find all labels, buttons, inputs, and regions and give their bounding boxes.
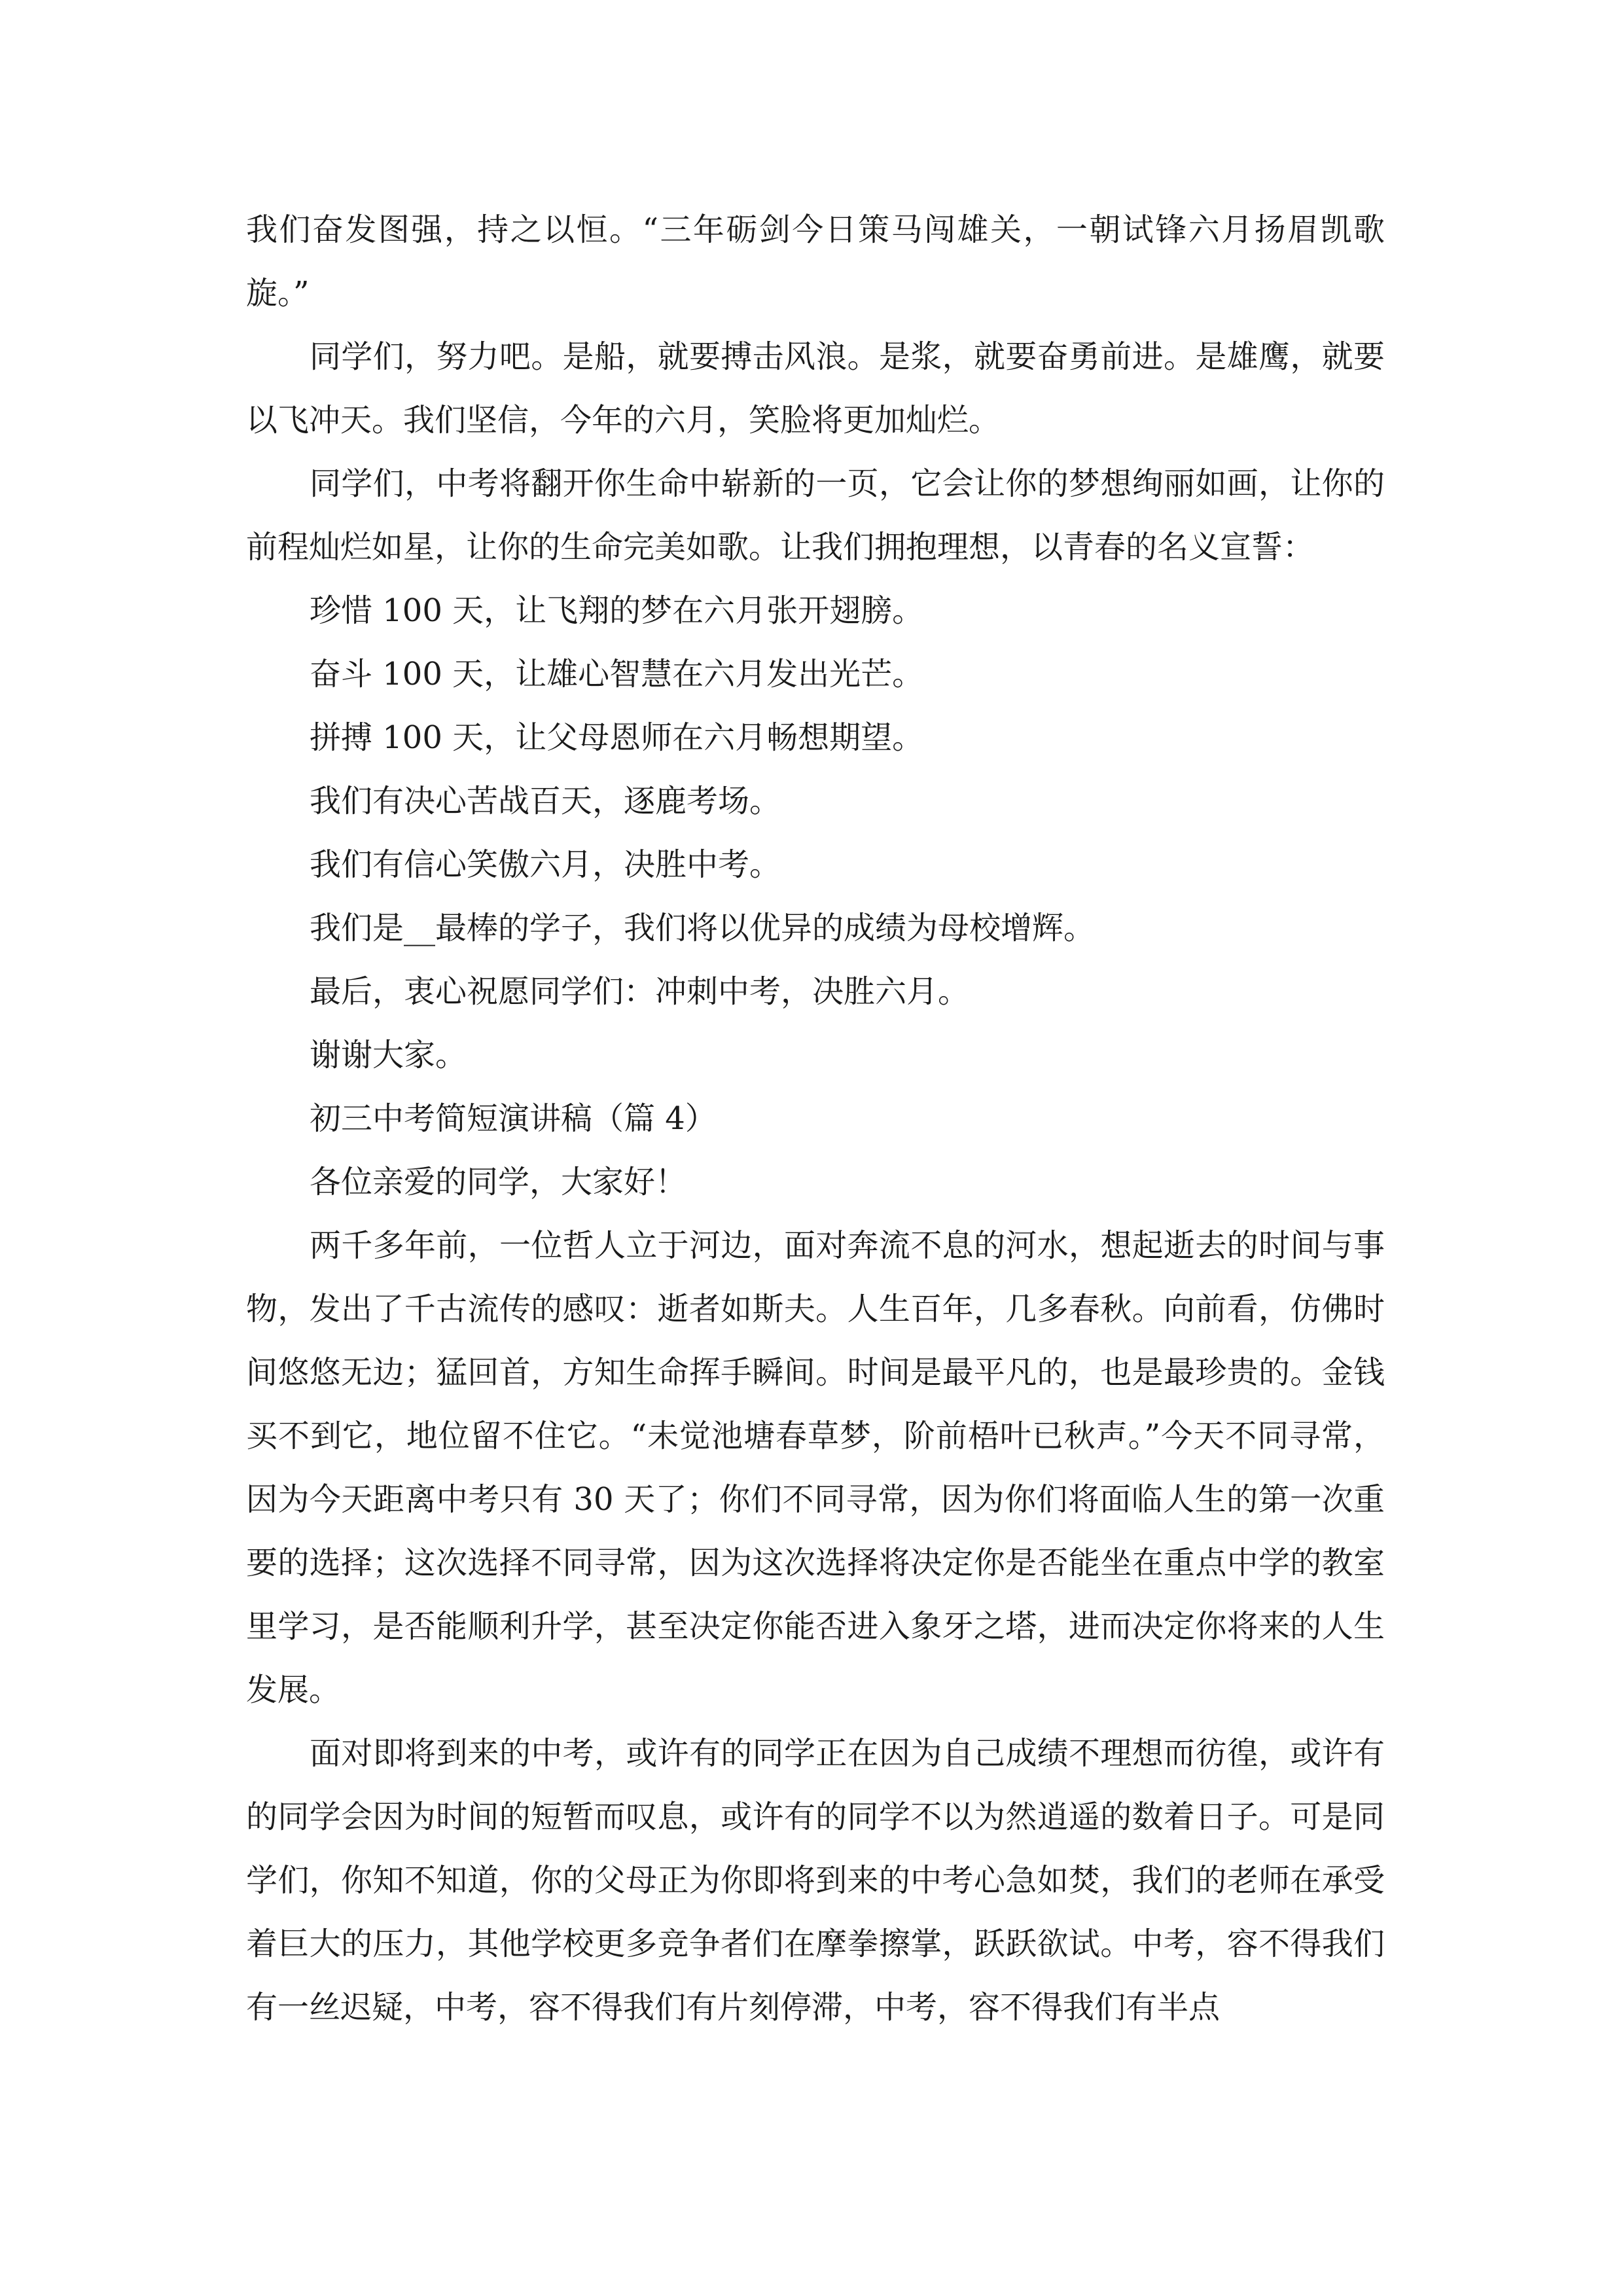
paragraph: 我们是__最棒的学子，我们将以优异的成绩为母校增辉。 bbox=[310, 910, 1096, 946]
paragraph: 我们奋发图强，持之以恒。“三年砺剑今日策马闯雄关，一朝试锋六月扬眉凯歌旋。” bbox=[246, 211, 1385, 312]
greeting: 各位亲爱的同学，大家好！ bbox=[310, 1164, 687, 1200]
paragraph: 奋斗 100 天，让雄心智慧在六月发出光芒。 bbox=[310, 656, 924, 692]
body-text bbox=[246, 198, 1385, 2039]
paragraph: 我们有信心笑傲六月，决胜中考。 bbox=[310, 846, 781, 883]
paragraph: 同学们，努力吧。是船，就要搏击风浪。是浆，就要奋勇前进。是雄鹰，就要以飞冲天。我们坚信，今年的六月，笑脸将更加灿烂。 bbox=[246, 338, 1385, 439]
paragraph: 谢谢大家。 bbox=[310, 1037, 467, 1073]
paragraph: 我们有决心苦战百天，逐鹿考场。 bbox=[310, 783, 781, 819]
section-heading: 初三中考简短演讲稿（篇 4） bbox=[310, 1100, 717, 1137]
paragraph: 珍惜 100 天，让飞翔的梦在六月张开翅膀。 bbox=[310, 592, 924, 629]
paragraph: 拼搏 100 天，让父母恩师在六月畅想期望。 bbox=[310, 719, 924, 756]
paragraph: 最后，衷心祝愿同学们：冲刺中考，决胜六月。 bbox=[310, 973, 970, 1010]
paragraph: 两千多年前，一位哲人立于河边，面对奔流不息的河水，想起逝去的时间与事物，发出了千古流传的感叹：逝者如斯夫。人生百年，几多春秋。向前看，仿佛时间悠悠无边；猛回首，方知生命挥手瞬间。时间是最平凡的，也是最珍贵的。金钱买不到它，地位留不住它。“未觉池塘春草梦，阶前梧叶已秋声。”今天不同寻常，因为今天距离中考只有 30 天了；你们不同寻常，因为你们将面临人生的第一次重要的选择；这次选择不同寻常，因为这次选择将决定你是否能坐在重点中学的教室里学习，是否能顺利升学，甚至决定你能否进入象牙之塔，进而决定你将来的人生发展。 bbox=[246, 1227, 1385, 1708]
paragraph: 同学们，中考将翻开你生命中崭新的一页，它会让你的梦想绚丽如画，让你的前程灿烂如星，让你的生命完美如歌。让我们拥抱理想，以青春的名义宣誓： bbox=[246, 465, 1385, 565]
paragraph: 面对即将到来的中考，或许有的同学正在因为自己成绩不理想而彷徨，或许有的同学会因为时间的短暂而叹息，或许有的同学不以为然逍遥的数着日子。可是同学们，你知不知道，你的父母正为你即将到来的中考心急如焚，我们的老师在承受着巨大的压力，其他学校更多竞争者们在摩拳擦掌，跃跃欲试。中考，容不得我们有一丝迟疑，中考，容不得我们有片刻停滞，中考，容不得我们有半点 bbox=[246, 1735, 1385, 2026]
